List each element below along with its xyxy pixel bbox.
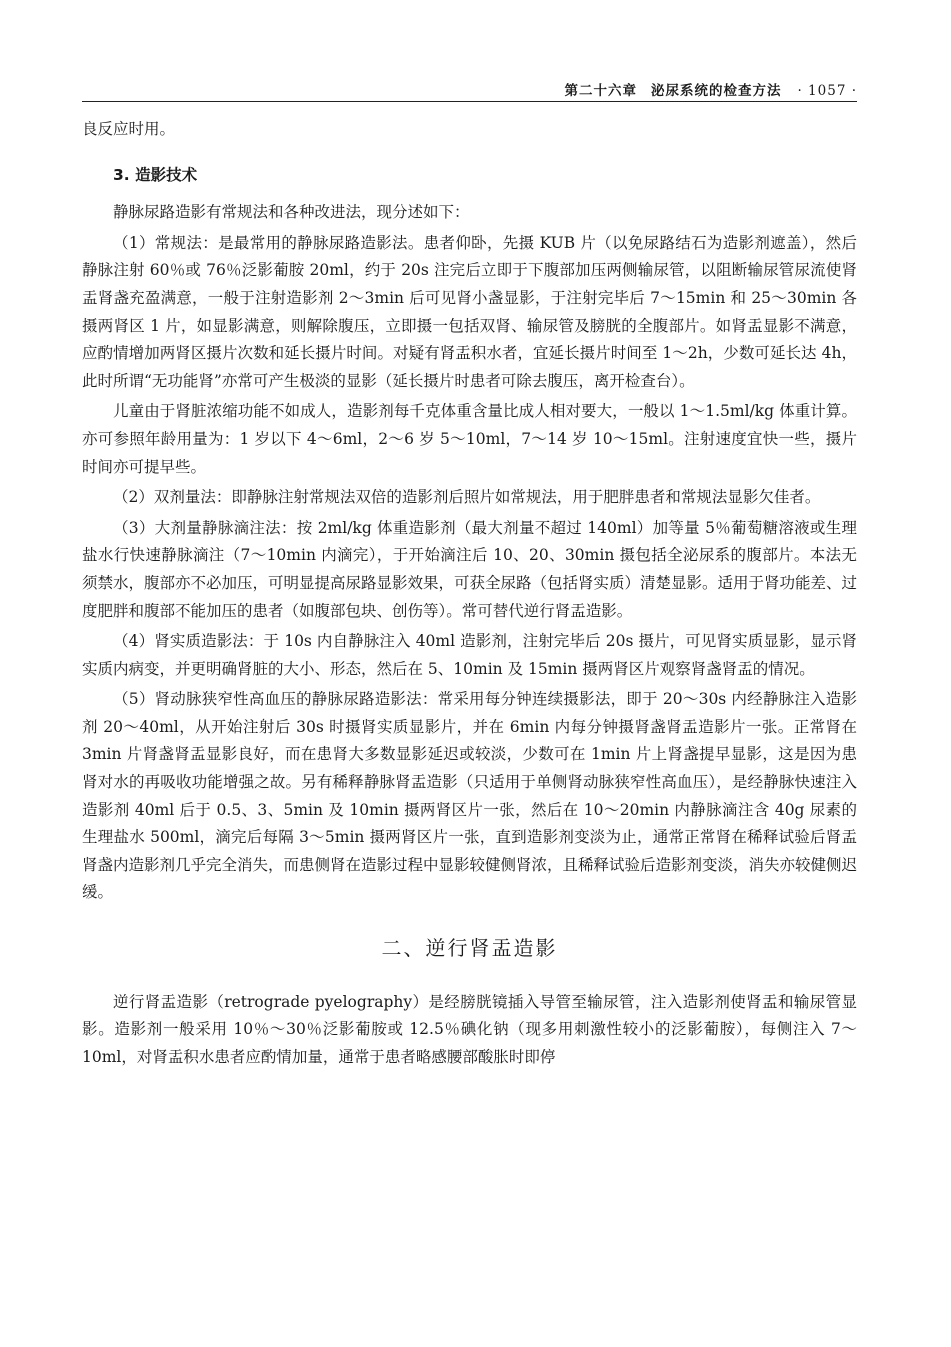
running-header xyxy=(82,76,857,102)
page-number: · 1057 · xyxy=(797,83,857,99)
paragraph-children: 儿童由于肾脏浓缩功能不如成人，造影剂每千克体重含量比成人相对要大，一般以 1～1.5ml/kg 体重计算。亦可参照年龄用量为：1 岁以下 4～6ml，2～6 岁 5～10ml，7～14 岁 10～15ml。注射速度宜快一些，摄片时间亦可提早些。 xyxy=(82,402,857,476)
body-text xyxy=(82,116,857,1071)
chapter-title: 泌尿系统的检查方法 xyxy=(650,83,782,99)
paragraph-method-2: （2）双剂量法：即静脉注射常规法双倍的造影剂后照片如常规法，用于肥胖患者和常规法显影欠佳者。 xyxy=(113,488,821,507)
paragraph-method-4: （4）肾实质造影法：于 10s 内自静脉注入 40ml 造影剂，注射完毕后 20s 摄片，可见肾实质显影，显示肾实质内病变，并更明确肾脏的大小、形态，然后在 5、10min 及 15min 摄两肾区片观察肾盏肾盂的情况。 xyxy=(82,632,857,678)
subsection-heading: 3. 造影技术 xyxy=(113,165,198,184)
paragraph-method-3: （3）大剂量静脉滴注法：按 2ml/kg 体重造影剂（最大剂量不超过 140ml）加等量 5％葡萄糖溶液或生理盐水行快速静脉滴注（7～10min 内滴完），于开始滴注后 10、20、30min 摄包括全泌尿系的腹部片。本法无须禁水，腹部亦不必加压，可明显提高尿路显影效果，可获全尿路（包括肾实质）清楚显影。适用于肾功能差、过度肥胖和腹部不能加压的患者（如腹部包块、创伤等）。常可替代逆行肾盂造影。 xyxy=(82,518,858,620)
paragraph-intro: 静脉尿路造影有常规法和各种改进法，现分述如下： xyxy=(113,203,470,222)
chapter-number: 第二十六章 xyxy=(564,83,637,99)
paragraph-retrograde: 逆行肾盂造影（retrograde pyelography）是经膀胱镜插入导管至输尿管，注入造影剂使肾盂和输尿管显影。造影剂一般采用 10％～30％泛影葡胺或 12.5％碘化钠（现多用刺激性较小的泛影葡胺），每侧注入 7～10ml，对肾盂积水患者应酌情加量，通常于患者略感腰部酸胀时即停 xyxy=(82,992,857,1066)
section-heading: 二、逆行肾盂造影 xyxy=(381,936,558,961)
paragraph-method-5: （5）肾动脉狭窄性高血压的静脉尿路造影法：常采用每分钟连续摄影法，即于 20～30s 内经静脉注入造影剂 20～40ml，从开始注射后 30s 时摄肾实质显影片，并在 6min 内每分钟摄肾盏肾盂造影片一张。正常肾在 3min 片肾盏肾盂显影良好，而在患肾大多数显影延迟或较淡，少数可在 1min 片上肾盏提早显影，这是因为患肾对水的再吸收功能增强之故。另有稀释静脉肾盂造影（只适用于单侧肾动脉狭窄性高血压），是经静脉快速注入造影剂 40ml 后于 0.5、3、5min 及 10min 摄两肾区片一张，然后在 10～20min 内静脉滴注含 40g 尿素的生理盐水 500ml，滴完后每隔 3～5min 摄两肾区片一张，直到造影剂变淡为止，通常正常肾在稀释试验后肾盂肾盏内造影剂几乎完全消失，而患侧肾在造影过程中显影较健侧肾浓，且稀释试验后造影剂变淡，消失亦较健侧迟缓。 xyxy=(82,690,858,902)
paragraph-method-1: （1）常规法：是最常用的静脉尿路造影法。患者仰卧，先摄 KUB 片（以免尿路结石为造影剂遮盖），然后静脉注射 60％或 76％泛影葡胺 20ml，约于 20s 注完后立即于下腹部加压两侧输尿管，以阻断输尿管尿流使肾盂肾盏充盈满意，一般于注射造影剂 2～3min 后可见肾小盏显影，于注射完毕后 7～15min 和 25～30min 各摄两肾区 1 片，如显影满意，则解除腹压，立即摄一包括双肾、输尿管及膀胱的全腹部片。如肾盂显影不满意，应酌情增加两肾区摄片次数和延长摄片时间。对疑有肾盂积水者，宜延长摄片时间至 1～2h，少数可延长达 4h，此时所谓“无功能肾”亦常可产生极淡的显影（延长摄片时患者可除去腹压，离开检查台）。 xyxy=(82,233,857,390)
paragraph-continuation: 良反应时用。 xyxy=(82,120,176,138)
